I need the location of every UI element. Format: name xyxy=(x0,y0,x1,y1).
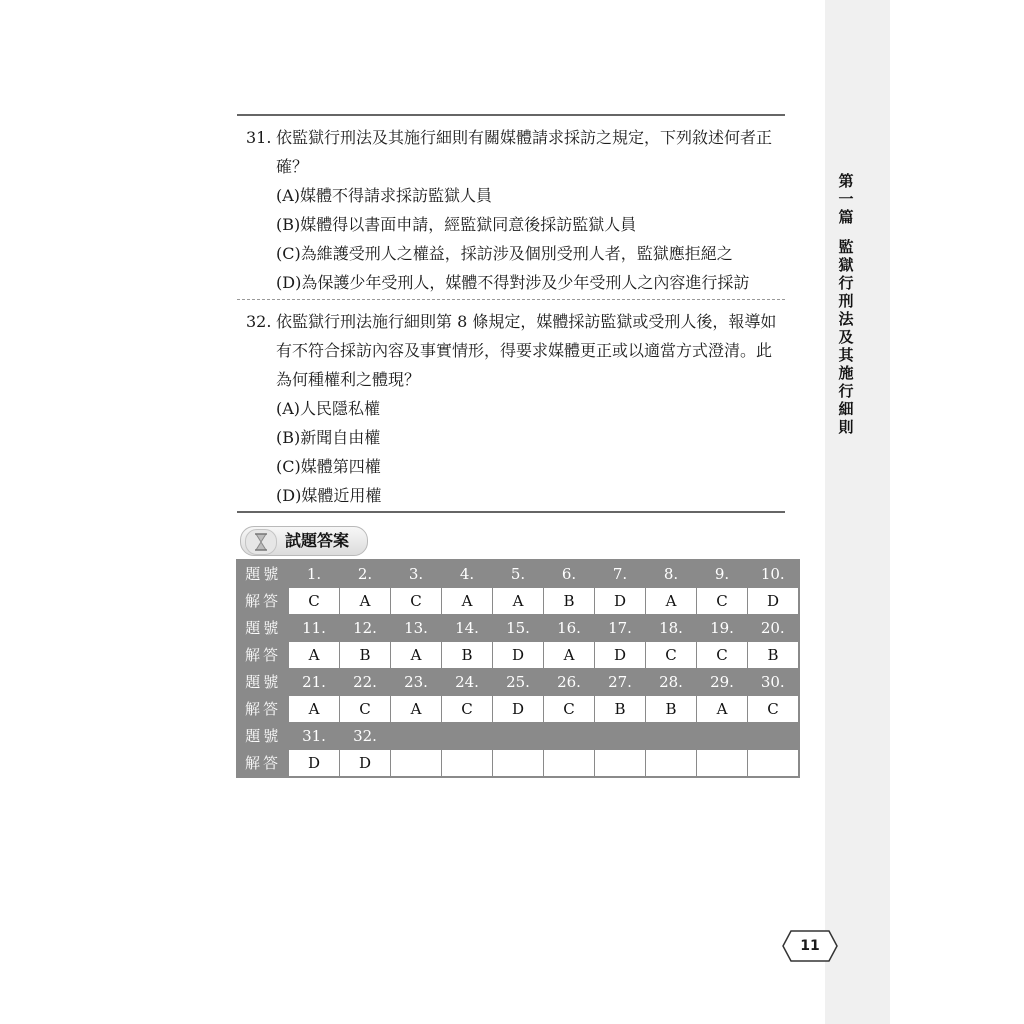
question-number-cell: 9. xyxy=(714,565,730,583)
answer-cell: A xyxy=(442,588,493,615)
answer-cell xyxy=(697,750,748,778)
option-d: (D)媒體近用權 xyxy=(276,486,382,505)
answer-cell xyxy=(544,750,595,778)
answer-cell xyxy=(442,750,493,778)
question-number-cell: 12. xyxy=(353,619,377,637)
question-number-cell: 22. xyxy=(353,673,377,691)
question-32 xyxy=(246,307,786,510)
answer-cell: A xyxy=(493,588,544,615)
question-number-cell: 2. xyxy=(357,565,373,583)
option-a: (A)媒體不得請求採訪監獄人員 xyxy=(276,186,493,205)
answer-cell: D xyxy=(595,588,646,615)
option-b: (B)新聞自由權 xyxy=(276,428,381,447)
answer-cell xyxy=(748,750,800,778)
chapter-title: 監獄行刑法及其施行細則 xyxy=(838,238,854,436)
answer-section-tab xyxy=(240,526,368,556)
answer-cell: C xyxy=(442,696,493,723)
answer-cell: C xyxy=(391,588,442,615)
question-number-cell xyxy=(493,723,544,750)
answer-cell: B xyxy=(646,696,697,723)
question-number-cell: 15. xyxy=(506,619,530,637)
answer-cell: B xyxy=(748,642,800,669)
number-row xyxy=(237,669,799,696)
answer-cell: B xyxy=(340,642,391,669)
number-header: 題號 xyxy=(245,565,282,584)
question-number-cell xyxy=(544,723,595,750)
answer-cell: C xyxy=(289,588,340,615)
question-number-cell: 24. xyxy=(455,673,479,691)
answer-cell: C xyxy=(544,696,595,723)
question-stem: 依監獄行刑法施行細則第 8 條規定，媒體採訪監獄或受刑人後，報導如有不符合採訪內容及事實情形，得要求媒體更正或以適當方式澄清。此為何種權利之體現？ xyxy=(276,312,777,389)
hourglass-icon xyxy=(245,529,277,555)
answer-cell: C xyxy=(748,696,800,723)
answer-header: 解答 xyxy=(244,753,281,772)
question-number-cell: 4. xyxy=(459,565,475,583)
question-number-cell xyxy=(748,723,800,750)
option-c: (C)媒體第四權 xyxy=(276,457,381,476)
top-rule xyxy=(237,114,785,116)
question-number-cell: 13. xyxy=(404,619,428,637)
question-number-cell: 10. xyxy=(760,565,785,583)
answer-header: 解答 xyxy=(244,646,281,664)
answer-cell: D xyxy=(340,750,391,778)
answer-cell: C xyxy=(697,642,748,669)
answer-cell: A xyxy=(391,696,442,723)
question-number-cell: 21. xyxy=(302,673,326,691)
answer-cell: A xyxy=(340,588,391,615)
question-number-cell: 3. xyxy=(408,565,424,583)
number-row xyxy=(237,560,799,588)
question-divider xyxy=(237,299,785,300)
question-number-cell: 32. xyxy=(353,727,377,745)
number-header: 題號 xyxy=(245,619,282,637)
answer-cell xyxy=(391,750,442,778)
answer-cell: D xyxy=(595,642,646,669)
option-d: (D)為保護少年受刑人，媒體不得對涉及少年受刑人之內容進行採訪 xyxy=(276,273,750,292)
question-number-cell: 31. xyxy=(302,727,326,745)
answer-cell: A xyxy=(697,696,748,723)
chapter-side-title xyxy=(834,172,858,436)
question-number-cell: 11. xyxy=(302,619,326,637)
answer-cell: A xyxy=(544,642,595,669)
answer-cell: A xyxy=(646,588,697,615)
number-row xyxy=(237,723,799,750)
question-number-cell xyxy=(442,723,493,750)
answer-cell: D xyxy=(289,750,340,778)
number-header: 題號 xyxy=(245,727,282,745)
answer-header: 解答 xyxy=(244,700,281,718)
answer-cell: D xyxy=(493,642,544,669)
answer-header: 解答 xyxy=(244,592,281,610)
page-number: 11 xyxy=(800,938,820,954)
question-number-cell: 5. xyxy=(510,565,526,583)
bottom-rule xyxy=(237,511,785,513)
question-number-cell: 18. xyxy=(659,619,683,637)
answer-cell: A xyxy=(289,642,340,669)
side-strip xyxy=(825,0,890,1024)
answer-cell: B xyxy=(442,642,493,669)
chapter-label: 第一篇 xyxy=(838,172,854,226)
question-number-cell: 17. xyxy=(608,619,632,637)
question-stem: 依監獄行刑法及其施行細則有關媒體請求採訪之規定，下列敘述何者正確？ xyxy=(276,128,773,176)
number-header: 題號 xyxy=(245,673,282,691)
question-number-cell: 25. xyxy=(506,673,530,691)
answer-cell: B xyxy=(544,588,595,615)
answer-row xyxy=(237,588,799,615)
question-number-cell: 19. xyxy=(710,619,734,637)
question-number: 31. xyxy=(246,128,272,147)
answer-cell: C xyxy=(697,588,748,615)
question-number-cell: 14. xyxy=(455,619,479,637)
question-number-cell: 6. xyxy=(561,565,577,583)
option-a: (A)人民隱私權 xyxy=(276,399,381,418)
answer-row xyxy=(237,696,799,723)
question-number-cell: 16. xyxy=(557,619,581,637)
answer-row xyxy=(237,750,799,778)
answer-table xyxy=(236,559,800,778)
question-number-cell: 23. xyxy=(404,673,428,691)
answer-row xyxy=(237,642,799,669)
question-number-cell: 29. xyxy=(710,673,734,691)
question-number-cell: 27. xyxy=(608,673,632,691)
question-number-cell: 26. xyxy=(557,673,581,691)
question-number-cell xyxy=(646,723,697,750)
question-number-cell: 20. xyxy=(760,619,785,637)
question-number-cell xyxy=(595,723,646,750)
answer-cell: C xyxy=(340,696,391,723)
question-number-cell: 8. xyxy=(663,565,679,583)
option-c: (C)為維護受刑人之權益，採訪涉及個別受刑人者，監獄應拒絕之 xyxy=(276,244,733,263)
question-number-cell: 28. xyxy=(659,673,683,691)
answer-cell: B xyxy=(595,696,646,723)
question-number-cell: 1. xyxy=(306,565,322,583)
question-number-cell xyxy=(697,723,748,750)
answer-cell: C xyxy=(646,642,697,669)
answer-cell: D xyxy=(493,696,544,723)
question-number-cell: 7. xyxy=(612,565,628,583)
answer-cell: D xyxy=(748,588,800,615)
question-number: 32. xyxy=(246,312,272,331)
answer-cell xyxy=(493,750,544,778)
number-row xyxy=(237,615,799,642)
answer-cell xyxy=(646,750,697,778)
answer-cell: A xyxy=(391,642,442,669)
question-31 xyxy=(246,123,786,297)
question-number-cell xyxy=(391,723,442,750)
answer-cell: A xyxy=(289,696,340,723)
question-number-cell: 30. xyxy=(760,673,785,691)
option-b: (B)媒體得以書面申請，經監獄同意後採訪監獄人員 xyxy=(276,215,637,234)
answer-cell xyxy=(595,750,646,778)
answer-section-title: 試題答案 xyxy=(285,531,350,550)
